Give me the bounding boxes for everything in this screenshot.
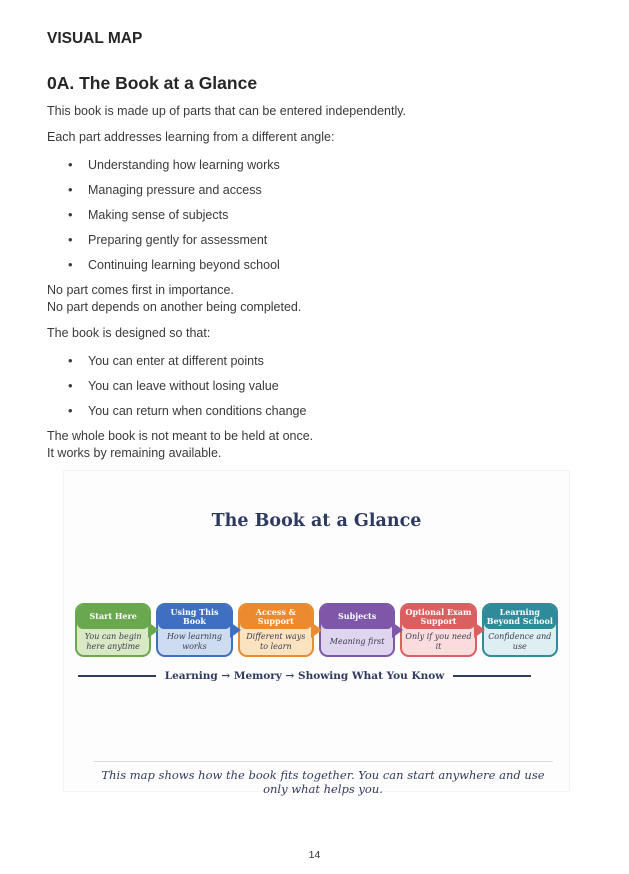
paragraph-whole [47, 428, 587, 462]
flow-box [400, 603, 476, 657]
bullet-item: • You can enter at different points [68, 353, 587, 370]
flow-box [238, 603, 314, 657]
figure-title: The Book at a Glance [211, 511, 422, 531]
flow-arrow-icon [311, 622, 322, 638]
angle-bullet-list [47, 157, 587, 274]
flow-box [319, 603, 395, 657]
flow-box-header: Learning Beyond School [484, 605, 556, 629]
timeline-line-right [453, 675, 531, 677]
flow-arrow-icon [392, 622, 403, 638]
bullet-item: • Understanding how learning works [68, 157, 587, 174]
kicker-heading: VISUAL MAP [47, 30, 143, 47]
no-part-line1: No part comes first in importance. [47, 283, 234, 297]
bullet-item: • Preparing gently for assessment [68, 232, 587, 249]
flow-arrow-icon [230, 622, 241, 638]
flow-box-header: Optional Exam Support [402, 605, 474, 629]
page-content [47, 30, 587, 462]
paragraph-no-part [47, 282, 587, 316]
flow-box-body: Only if you need it [405, 632, 472, 651]
flow-arrow-icon [148, 622, 159, 638]
bullet-item: • Continuing learning beyond school [68, 257, 587, 274]
flow-box [75, 603, 151, 657]
flow-box-header: Using This Book [158, 605, 230, 629]
flow-box-body: How learning works [166, 632, 223, 651]
flow-diagram [75, 603, 558, 657]
flow-box [482, 603, 558, 657]
figure-caption-rule [93, 761, 553, 796]
whole-line2: It works by remaining available. [47, 446, 222, 460]
flow-box-body: Meaning first [329, 637, 385, 647]
flow-box-header: Subjects [321, 605, 393, 629]
section-heading: 0A. The Book at a Glance [47, 73, 258, 93]
bullet-item: • Managing pressure and access [68, 182, 587, 199]
visual-map-figure [63, 470, 570, 796]
bullet-item: • You can leave without losing value [68, 378, 587, 395]
figure-caption: This map shows how the book fits together. You can start anywhere and use only what helps you. [101, 768, 545, 796]
timeline-axis [78, 670, 531, 682]
flow-box-body: Different ways to learn [246, 632, 306, 651]
no-part-line2: No part depends on another being completed. [47, 300, 302, 314]
timeline-labels: Learning → Memory → Showing What You Know [164, 670, 445, 682]
flow-box [156, 603, 232, 657]
bullet-item: • Making sense of subjects [68, 207, 587, 224]
bullet-item: • You can return when conditions change [68, 403, 587, 420]
whole-line1: The whole book is not meant to be held at once. [47, 429, 314, 443]
flow-box-body: Confidence and use [488, 632, 552, 651]
flow-box-body: You can begin here anytime [84, 632, 142, 651]
paragraph-designed: The book is designed so that: [47, 326, 211, 340]
paragraph-intro2: Each part addresses learning from a different angle: [47, 130, 335, 144]
flow-box-header: Access & Support [240, 605, 312, 629]
flow-arrow-icon [474, 622, 485, 638]
design-bullet-list [47, 353, 587, 420]
paragraph-intro1: This book is made up of parts that can be entered independently. [47, 104, 407, 118]
timeline-line-left [78, 675, 156, 677]
page-number: 14 [308, 849, 321, 861]
flow-box-header: Start Here [77, 605, 149, 629]
